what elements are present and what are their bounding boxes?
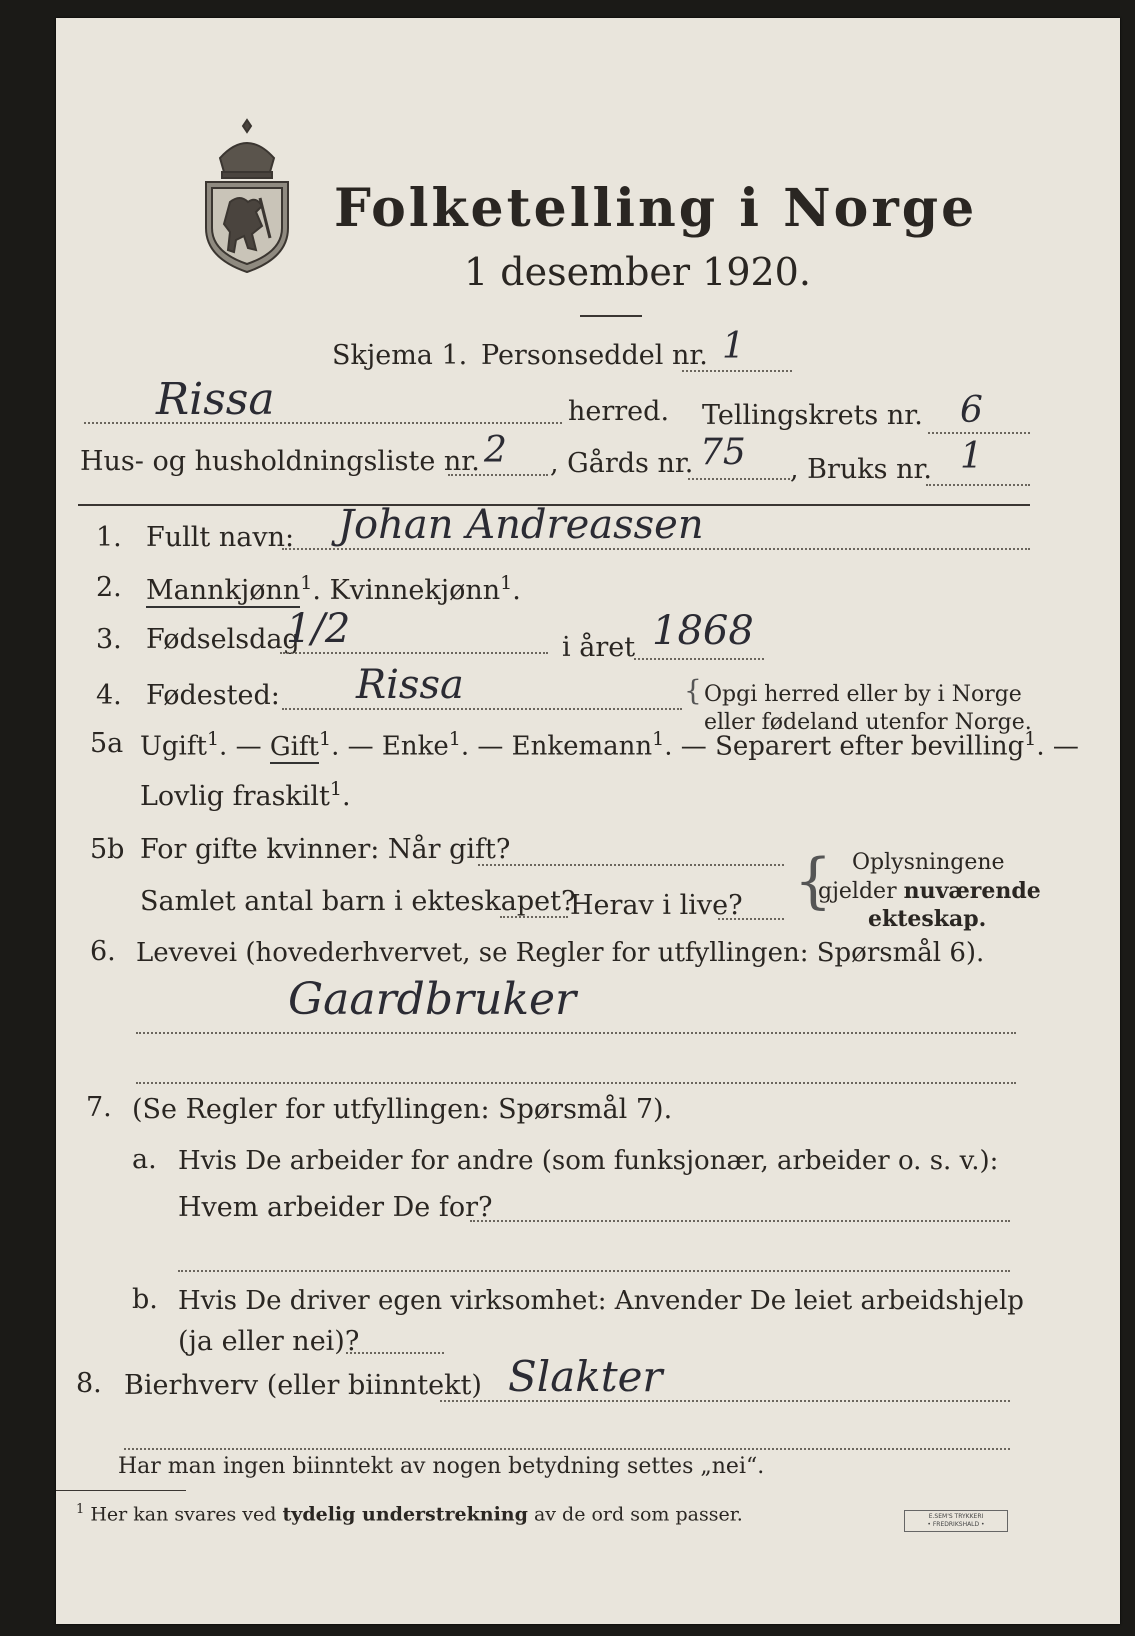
q5b-note-1: Oplysningene (852, 850, 1005, 875)
q5b-note-2a: gjelder (818, 879, 904, 904)
q7b-number: b. (132, 1284, 158, 1315)
q4-note-brace: { (684, 674, 702, 707)
norwegian-coat-of-arms-icon (202, 118, 292, 274)
personseddel-value: 1 (722, 326, 745, 367)
q7a-label-1: Hvis De arbeider for andre (som funksjonær, arbeider o. s. v.): (178, 1146, 999, 1176)
q3-year-value: 1868 (652, 608, 754, 654)
q4-value: Rissa (356, 662, 464, 708)
q1-number: 1. (96, 522, 122, 553)
personseddel-line (682, 370, 792, 372)
q5a-sep-3: . — (460, 731, 512, 762)
q3-value: 1/2 (286, 606, 351, 652)
q2-male-option: Mannkjønn (146, 575, 301, 606)
q6-line-2 (136, 1082, 1016, 1084)
q1-value: Johan Andreassen (338, 502, 704, 548)
q5b-note-2 (818, 878, 1041, 904)
q5a-separert: Separert efter bevilling (715, 731, 1025, 762)
footnote-text-c: av de ord som passer. (527, 1503, 743, 1526)
q7a-line-2 (178, 1270, 1010, 1272)
q5a-enkemann: Enkemann (511, 731, 653, 762)
q2-options (146, 572, 521, 606)
q4-note-line2: eller fødeland utenfor Norge. (704, 710, 1032, 735)
personseddel-label: Personseddel nr. (481, 340, 708, 371)
q5b-line-1 (478, 864, 784, 866)
q5b-number: 5b (90, 834, 125, 865)
footnote-rule (56, 1490, 186, 1491)
q5a-options (140, 728, 1079, 762)
printer-mark (904, 1510, 1008, 1532)
q5b-line-3 (718, 918, 784, 920)
tellingskrets-label: Tellingskrets nr. (702, 400, 923, 431)
q6-number: 6. (90, 936, 116, 967)
q4-number: 4. (96, 680, 122, 711)
form-title: Folketelling i Norge (334, 178, 978, 239)
q4-label: Fødested: (146, 680, 280, 711)
tellingskrets-line (928, 432, 1030, 434)
q2-female-option: Kvinnekjønn (329, 575, 501, 606)
q8-value: Slakter (508, 1352, 663, 1401)
q1-line (282, 548, 1030, 550)
q4-line (282, 708, 682, 710)
q8-line-2 (124, 1448, 1010, 1450)
q5a-fraskilt-line (140, 778, 351, 812)
footnote (76, 1502, 743, 1525)
q8-number: 8. (76, 1368, 102, 1399)
q5a-sup-enkemann: 1 (652, 728, 665, 750)
q6-label: Levevei (hovederhvervet, se Regler for utfyllingen: Spørsmål 6). (136, 938, 985, 968)
schema-label: Skjema 1. (332, 340, 468, 371)
tellingskrets-value: 6 (960, 390, 983, 431)
q7-label: (Se Regler for utfyllingen: Spørsmål 7). (132, 1094, 673, 1125)
herred-label: herred. (568, 396, 670, 427)
q3-year-line (634, 658, 764, 660)
gards-label: , Gårds nr. (550, 448, 694, 479)
q7-number: 7. (86, 1092, 112, 1123)
q3-label: Fødselsdag (146, 624, 300, 655)
q5a-sup-separert: 1 (1024, 728, 1037, 750)
bruks-label: , Bruks nr. (790, 454, 933, 485)
q5b-note-2b: nuværende (903, 878, 1041, 904)
q5a-sup-enke: 1 (448, 728, 461, 750)
footer-note: Har man ingen biinntekt av nogen betydning settes „nei“. (118, 1454, 765, 1479)
q5a-ugift: Ugift (140, 731, 207, 762)
q5a-sup-gift: 1 (319, 728, 332, 750)
q3-day-line (280, 652, 548, 654)
q3-year-label: i året (562, 632, 636, 663)
q2-sup-1: 1 (300, 572, 313, 594)
husliste-label: Hus- og husholdningsliste nr. (80, 446, 480, 477)
q5a-sep-4: . — (664, 731, 716, 762)
q5a-fraskilt: Lovlig fraskilt (140, 781, 330, 812)
q6-value: Gaardbruker (288, 974, 577, 1025)
q5a-gift: Gift (269, 731, 319, 762)
q7b-label-1: Hvis De driver egen virksomhet: Anvender De leiet arbeidshjelp (178, 1286, 1024, 1316)
q2-end: . (512, 575, 521, 606)
footnote-text-a: Her kan svares ved (90, 1503, 283, 1526)
q8-label: Bierhverv (eller biinntekt) (124, 1370, 482, 1401)
q5b-line-2 (500, 916, 568, 918)
gards-line (688, 478, 790, 480)
q5a-end: . (342, 781, 351, 812)
q7a-line-1 (470, 1220, 1010, 1222)
printer-line-2: • FREDRIKSHALD • (927, 1521, 985, 1528)
husliste-line (448, 474, 548, 476)
q7a-number: a. (132, 1144, 157, 1175)
husliste-value: 2 (484, 430, 507, 471)
q5b-label-3: Herav i live? (570, 890, 743, 921)
q3-number: 3. (96, 624, 122, 655)
q7b-line (346, 1352, 444, 1354)
q2-sup-2: 1 (500, 572, 513, 594)
q5b-label-1: For gifte kvinner: Når gift? (140, 834, 511, 865)
bruks-line (926, 484, 1030, 486)
q1-label: Fullt navn: (146, 522, 295, 553)
q6-line-1 (136, 1032, 1016, 1034)
q5b-label-2: Samlet antal barn i ekteskapet? (140, 886, 576, 917)
q5a-sep-5: . — (1036, 731, 1079, 762)
q5a-sep-1: . — (219, 731, 270, 762)
q5b-note-3: ekteskap. (868, 906, 987, 932)
bruks-value: 1 (960, 436, 983, 477)
q5a-sep-2: . — (331, 731, 382, 762)
q5a-enke: Enke (381, 731, 449, 762)
herred-value: Rissa (156, 374, 275, 425)
q2-dot: . (312, 575, 321, 606)
footnote-number: 1 (76, 1502, 85, 1517)
title-divider (580, 315, 642, 317)
q7a-label-2: Hvem arbeider De for? (178, 1192, 493, 1223)
printer-line-1: E.SEM'S TRYKKERI (928, 1513, 984, 1520)
gards-value: 75 (700, 432, 746, 473)
q4-note-line1: Opgi herred eller by i Norge (704, 682, 1022, 707)
q5a-sup-fraskilt: 1 (329, 778, 343, 800)
q2-number: 2. (96, 572, 122, 603)
footnote-text-b: tydelig understrekning (282, 1503, 528, 1526)
q5a-number: 5a (90, 728, 124, 759)
form-date: 1 desember 1920. (464, 250, 811, 294)
q7b-label-2: (ja eller nei)? (178, 1326, 360, 1357)
q5a-sup-ugift: 1 (206, 728, 220, 750)
census-form-page (56, 18, 1120, 1624)
q5b-note-brace: { (794, 846, 833, 916)
